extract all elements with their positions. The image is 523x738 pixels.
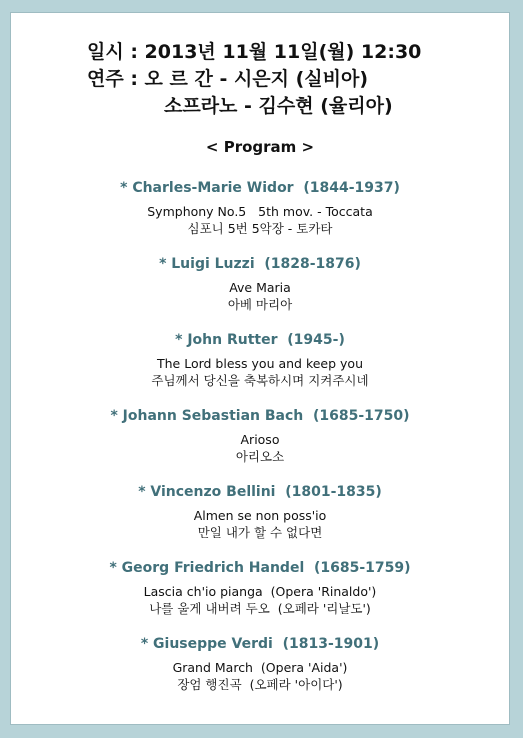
piece-title-en: Grand March (Opera 'Aida'): [172, 660, 348, 675]
piece-title-en: Symphony No.5 5th mov. - Toccata: [147, 204, 373, 219]
organ-performer-line: 연주 : 오 르 간 - 시은지 (실비아): [87, 68, 369, 90]
composer-name: * John Rutter (1945-): [175, 332, 345, 348]
piece-title-ko: 장엄 행진곡 (오페라 '아이다'): [177, 677, 343, 692]
program-item: [11, 482, 509, 558]
date-line: 일시 : 2013년 11월 11일(월) 12:30: [87, 41, 422, 63]
program-item: [11, 634, 509, 710]
piece-title-en: Arioso: [240, 432, 280, 447]
piece-title-ko: 아베 마리아: [227, 297, 293, 312]
piece-title-ko: 만일 내가 할 수 없다면: [197, 525, 323, 540]
program-item: [11, 406, 509, 482]
piece-title-en: Almen se non poss'io: [193, 508, 327, 523]
composer-name: * Giuseppe Verdi (1813-1901): [140, 636, 380, 652]
soprano-performer-line: 소프라노 - 김수현 (율리아): [164, 95, 393, 117]
program-list: [11, 178, 509, 710]
piece-title-en: Ave Maria: [229, 280, 291, 295]
piece-title-ko: 아리오소: [235, 449, 285, 464]
piece-title-ko: 나를 울게 내버려 두오 (오페라 '리날도'): [149, 601, 371, 616]
program-heading: < Program >: [205, 138, 315, 156]
program-item: [11, 254, 509, 330]
program-item: [11, 558, 509, 634]
program-item: [11, 178, 509, 254]
piece-title-ko: 심포니 5번 5악장 - 토카타: [187, 221, 333, 236]
composer-name: * Luigi Luzzi (1828-1876): [159, 256, 361, 272]
composer-name: * Georg Friedrich Handel (1685-1759): [109, 560, 411, 576]
program-item: [11, 330, 509, 406]
piece-title-en: Lascia ch'io pianga (Opera 'Rinaldo'): [143, 584, 377, 599]
piece-title-en: The Lord bless you and keep you: [156, 356, 364, 371]
composer-name: * Johann Sebastian Bach (1685-1750): [110, 408, 410, 424]
piece-title-ko: 주님께서 당신을 축복하시며 지켜주시네: [151, 373, 369, 388]
program-card: [10, 12, 510, 725]
composer-name: * Vincenzo Bellini (1801-1835): [138, 484, 382, 500]
composer-name: * Charles-Marie Widor (1844-1937): [120, 180, 400, 196]
